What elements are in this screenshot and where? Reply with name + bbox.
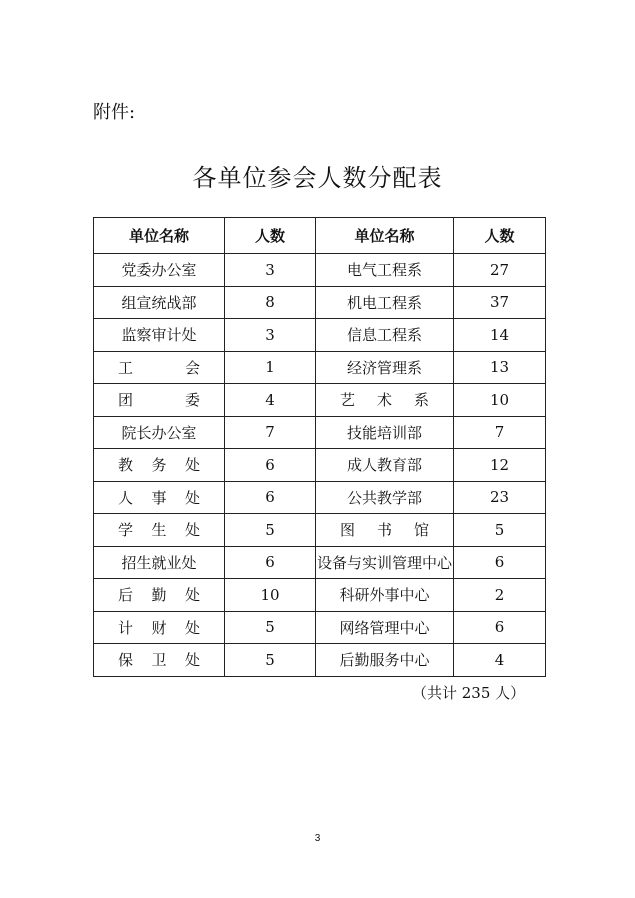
- unit-name-cell: 公共教学部: [316, 481, 454, 514]
- unit-name-cell: 监察审计处: [94, 319, 225, 352]
- count-cell: 8: [225, 286, 316, 319]
- count-cell: 12: [454, 449, 546, 482]
- unit-name-cell: 科研外事中心: [316, 579, 454, 612]
- unit-name-cell: 设备与实训管理中心: [316, 546, 454, 579]
- count-cell: 27: [454, 254, 546, 287]
- unit-name-cell: 人 事 处: [94, 481, 225, 514]
- header-unit-name-2: 单位名称: [316, 218, 454, 254]
- unit-name-cell: 艺 术 系: [316, 384, 454, 417]
- unit-name-cell: 保 卫 处: [94, 644, 225, 677]
- table-row: [94, 481, 546, 514]
- count-cell: 6: [225, 546, 316, 579]
- header-count-1: 人数: [225, 218, 316, 254]
- unit-name-cell: 计 财 处: [94, 611, 225, 644]
- table-row: [94, 449, 546, 482]
- count-cell: 5: [454, 514, 546, 547]
- count-cell: 6: [225, 481, 316, 514]
- unit-name-cell: 机电工程系: [316, 286, 454, 319]
- table-row: [94, 611, 546, 644]
- unit-name-cell: 成人教育部: [316, 449, 454, 482]
- unit-name-cell: 技能培训部: [316, 416, 454, 449]
- count-cell: 6: [225, 449, 316, 482]
- unit-name-cell: 后 勤 处: [94, 579, 225, 612]
- count-cell: 3: [225, 254, 316, 287]
- unit-name-cell: 教 务 处: [94, 449, 225, 482]
- header-unit-name-1: 单位名称: [94, 218, 225, 254]
- count-cell: 37: [454, 286, 546, 319]
- count-cell: 10: [225, 579, 316, 612]
- table-header-row: [94, 218, 546, 254]
- count-cell: 13: [454, 351, 546, 384]
- table-row: [94, 416, 546, 449]
- unit-name-cell: 党委办公室: [94, 254, 225, 287]
- total-note: （共计 235 人）: [412, 684, 526, 702]
- unit-name-cell: 组宣统战部: [94, 286, 225, 319]
- table-row: [94, 286, 546, 319]
- unit-name-cell: 经济管理系: [316, 351, 454, 384]
- unit-name-cell: 电气工程系: [316, 254, 454, 287]
- count-cell: 14: [454, 319, 546, 352]
- unit-name-cell: 图 书 馆: [316, 514, 454, 547]
- count-cell: 6: [454, 611, 546, 644]
- table-row: [94, 319, 546, 352]
- unit-name-cell: 院长办公室: [94, 416, 225, 449]
- table-row: [94, 351, 546, 384]
- count-cell: 7: [454, 416, 546, 449]
- table-row: [94, 254, 546, 287]
- attachment-label: 附件:: [93, 102, 136, 123]
- unit-name-cell: 工 会: [94, 351, 225, 384]
- count-cell: 7: [225, 416, 316, 449]
- unit-name-cell: 网络管理中心: [316, 611, 454, 644]
- unit-name-cell: 招生就业处: [94, 546, 225, 579]
- count-cell: 4: [225, 384, 316, 417]
- unit-name-cell: 团 委: [94, 384, 225, 417]
- count-cell: 3: [225, 319, 316, 352]
- unit-name-cell: 后勤服务中心: [316, 644, 454, 677]
- header-count-2: 人数: [454, 218, 546, 254]
- unit-name-cell: 学 生 处: [94, 514, 225, 547]
- allocation-table: [93, 217, 546, 677]
- unit-name-cell: 信息工程系: [316, 319, 454, 352]
- count-cell: 2: [454, 579, 546, 612]
- table-row: [94, 514, 546, 547]
- count-cell: 6: [454, 546, 546, 579]
- page-number: 3: [314, 833, 321, 844]
- table-row: [94, 546, 546, 579]
- count-cell: 5: [225, 611, 316, 644]
- table-row: [94, 644, 546, 677]
- count-cell: 23: [454, 481, 546, 514]
- count-cell: 10: [454, 384, 546, 417]
- page-title: 各单位参会人数分配表: [192, 164, 443, 192]
- count-cell: 5: [225, 644, 316, 677]
- count-cell: 5: [225, 514, 316, 547]
- table-row: [94, 384, 546, 417]
- count-cell: 1: [225, 351, 316, 384]
- table-row: [94, 579, 546, 612]
- count-cell: 4: [454, 644, 546, 677]
